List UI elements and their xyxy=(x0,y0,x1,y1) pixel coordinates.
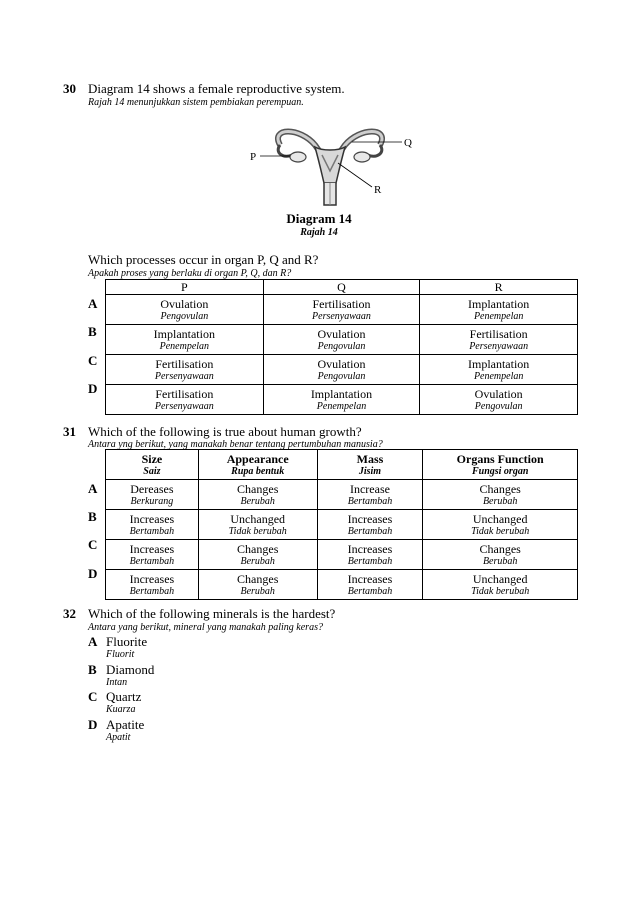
table-cell: Changes Berubah xyxy=(198,540,317,570)
option-label-c: C xyxy=(88,537,98,552)
option-label-a: A xyxy=(88,481,98,496)
question-number: 32 xyxy=(63,606,76,621)
sub-question-text: Which processes occur in organ P, Q and R? xyxy=(88,252,319,267)
options-table xyxy=(105,279,578,415)
table-header-row xyxy=(106,450,578,480)
table-cell: Increases Bertambah xyxy=(106,570,199,600)
table-cell: Increase Bertambah xyxy=(317,480,423,510)
table-cell: Unchanged Tidak berubah xyxy=(423,570,578,600)
header-appearance: Appearance Rupa bentuk xyxy=(198,450,317,480)
table-cell: Ovulation Pengovulan xyxy=(106,295,264,325)
header-q: Q xyxy=(263,280,420,295)
table-cell: Dereases Berkurang xyxy=(106,480,199,510)
table-cell: Ovulation Pengovulan xyxy=(263,355,420,385)
table-cell: Ovulation Pengovulan xyxy=(263,325,420,355)
table-cell: Fertilisation Persenyawaan xyxy=(420,325,578,355)
header-p: P xyxy=(106,280,264,295)
table-row[interactable] xyxy=(106,570,578,600)
options-table xyxy=(105,449,578,600)
table-cell: Implantation Penempelan xyxy=(420,295,578,325)
table-cell: Increases Bertambah xyxy=(317,510,423,540)
diagram-caption: Diagram 14 xyxy=(286,211,352,226)
label-q: Q xyxy=(404,137,412,149)
choice-translation: Kuarza xyxy=(106,704,136,715)
question-number: 31 xyxy=(63,424,76,439)
table-cell: Implantation Penempelan xyxy=(263,385,420,415)
table-cell: Increases Bertambah xyxy=(106,510,199,540)
table-row[interactable] xyxy=(106,480,578,510)
table-cell: Increases Bertambah xyxy=(317,570,423,600)
table-cell: Fertilisation Persenyawaan xyxy=(106,385,264,415)
header-organs-function: Organs Function Fungsi organ xyxy=(423,450,578,480)
table-row[interactable] xyxy=(106,510,578,540)
choice-text: Fluorite xyxy=(106,634,148,649)
table-cell: Changes Berubah xyxy=(423,540,578,570)
header-size: Size Saiz xyxy=(106,450,199,480)
label-p: P xyxy=(250,151,257,163)
header-r: R xyxy=(420,280,578,295)
choice-letter: D xyxy=(88,717,98,732)
table-cell: Implantation Penempelan xyxy=(420,355,578,385)
question-text: Diagram 14 shows a female reproductive system. xyxy=(88,81,345,96)
option-label-a: A xyxy=(88,296,98,311)
table-cell: Ovulation Pengovulan xyxy=(420,385,578,415)
choice-text: Quartz xyxy=(106,689,142,704)
sub-question-translation: Apakah proses yang berlaku di organ P, Q, dan R? xyxy=(88,268,292,279)
question-translation: Rajah 14 menunjukkan sistem pembiakan perempuan. xyxy=(88,97,304,108)
table-cell: Fertilisation Persenyawaan xyxy=(263,295,420,325)
table-cell: Fertilisation Persenyawaan xyxy=(106,355,264,385)
table-cell: Changes Berubah xyxy=(423,480,578,510)
table-cell: Changes Berubah xyxy=(198,480,317,510)
table-header-row xyxy=(106,280,578,295)
question-text: Which of the following minerals is the hardest? xyxy=(88,606,336,621)
table-row[interactable] xyxy=(106,325,578,355)
question-translation: Antara yng berikut, yang manakah benar tentang pertumbuhan manusia? xyxy=(88,439,383,450)
choice-translation: Intan xyxy=(106,677,128,688)
question-translation: Antara yang berikut, mineral yang manakah paling keras? xyxy=(88,622,323,633)
option-label-b: B xyxy=(88,509,97,524)
table-row[interactable] xyxy=(106,295,578,325)
table-cell: Increases Bertambah xyxy=(106,540,199,570)
table-cell: Changes Berubah xyxy=(198,570,317,600)
diagram-caption-translation: Rajah 14 xyxy=(300,227,338,238)
table-row[interactable] xyxy=(106,385,578,415)
choice-letter: C xyxy=(88,689,98,704)
choice-translation: Fluorit xyxy=(106,649,135,660)
table-cell: Unchanged Tidak berubah xyxy=(198,510,317,540)
table-cell: Increases Bertambah xyxy=(317,540,423,570)
choice-translation: Apatit xyxy=(106,732,131,743)
table-cell: Implantation Penempelan xyxy=(106,325,264,355)
choice-letter: A xyxy=(88,634,98,649)
question-number: 30 xyxy=(63,81,76,96)
option-label-c: C xyxy=(88,353,98,368)
reproductive-system-diagram xyxy=(240,125,420,215)
table-cell: Unchanged Tidak berubah xyxy=(423,510,578,540)
choice-text: Apatite xyxy=(106,717,145,732)
choice-letter: B xyxy=(88,662,97,677)
header-mass: Mass Jisim xyxy=(317,450,423,480)
label-r: R xyxy=(374,184,382,196)
option-label-b: B xyxy=(88,324,97,339)
option-label-d: D xyxy=(88,566,98,581)
table-row[interactable] xyxy=(106,355,578,385)
question-text: Which of the following is true about human growth? xyxy=(88,424,362,439)
table-row[interactable] xyxy=(106,540,578,570)
choice-text: Diamond xyxy=(106,662,155,677)
option-label-d: D xyxy=(88,381,98,396)
